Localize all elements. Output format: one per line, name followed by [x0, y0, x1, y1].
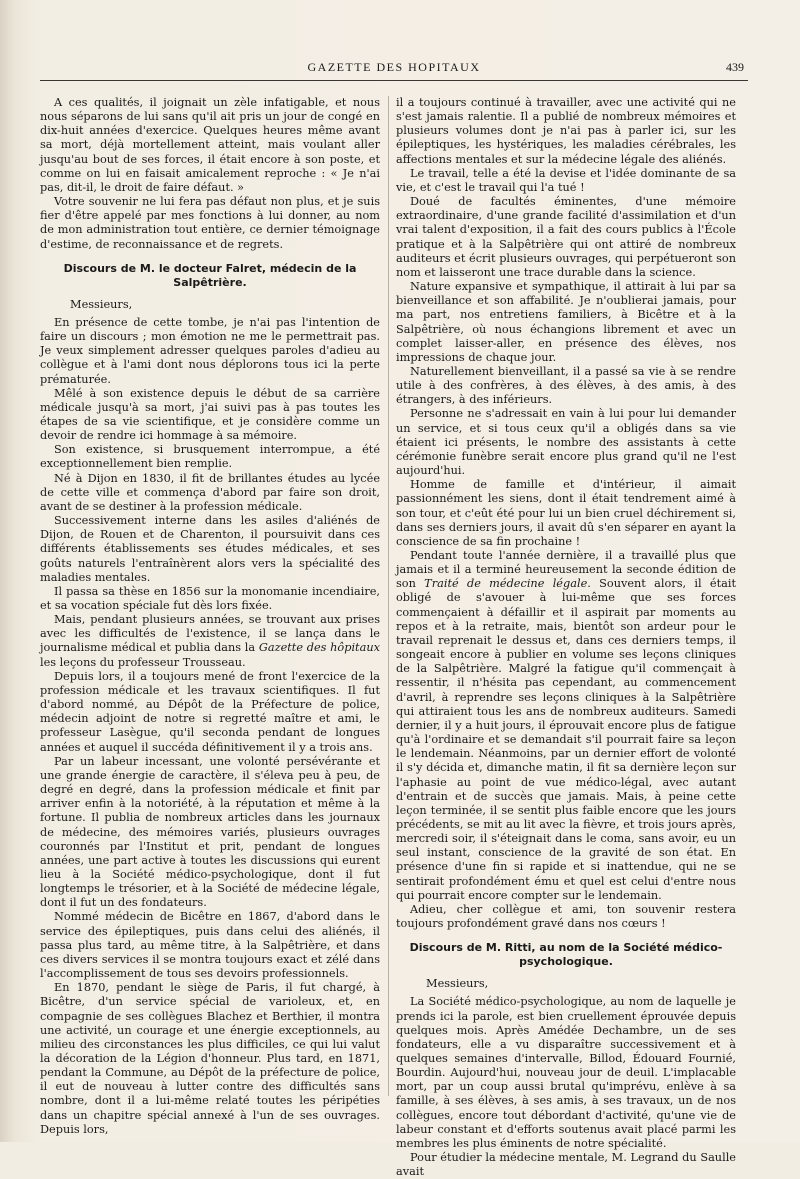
paragraph	[40, 613, 380, 670]
paragraph: Né à Dijon en 1830, il fit de brillantes études au lycée de cette ville et commença d'abord par faire son droit, avant de se destiner à la profession médicale.	[40, 471, 380, 513]
paragraph: Doué de facultés éminentes, d'une mémoire extraordinaire, d'une grande facilité d'assimilation et d'un vrai talent d'exposition, il a fait des cours publics à l'École pratique et à la Salpêtrière qui ont attiré de nombreux auditeurs et écrit plusieurs ouvrages, qui perpétueront son nom et laisseront une trace durable dans la science.	[396, 195, 736, 279]
text-run: les leçons du professeur Trousseau.	[40, 655, 246, 669]
text-run: Pendant toute l'année dernière, il a travaillé plus que jamais et il a terminé heureusement la seconde édition de son	[396, 549, 736, 591]
paragraph: il a toujours continué à travailler, avec une activité qui ne s'est jamais ralentie. Il a publié de nombreux mémoires et plusieurs volumes dont je n'ai pas à parler ici, sur les épileptiques, les hystériques, les maladies cérébrales, les affections mentales et sur la médecine légale des aliénés.	[396, 96, 736, 166]
paragraph: Depuis lors, il a toujours mené de front l'exercice de la profession médicale et les travaux scientifiques. Il fut d'abord nommé, au Dépôt de la Préfecture de police, médecin adjoint de notre si regretté maître et ami, le professeur Lasègue, qu'il seconda pendant de longues années et auquel il succéda définitivement il y a trois ans.	[40, 669, 380, 754]
section-heading-ritti: Discours de M. Ritti, au nom de la Société médico-psychologique.	[409, 941, 723, 969]
paragraph: Naturellement bienveillant, il a passé sa vie à se rendre utile à des confrères, à des élèves, à des amis, à des étrangers, à des inférieurs.	[396, 364, 736, 407]
page-header	[40, 58, 748, 81]
column-divider	[388, 96, 389, 1096]
right-column	[396, 96, 736, 1179]
section-heading-falret: Discours de M. le docteur Falret, médecin de la Salpêtrière.	[63, 261, 357, 289]
paragraph: Successivement interne dans les asiles d'aliénés de Dijon, de Rouen et de Charenton, il poursuivit dans ces différents établissements ses études médicales, et ses goûts naturels l'entraînèrent alors vers la spécialité des maladies mentales.	[40, 514, 380, 584]
paragraph: Nommé médecin de Bicêtre en 1867, d'abord dans le service des épileptiques, puis dans celui des aliénés, il passa plus tard, au même titre, à la Salpêtrière, et dans ces divers services il se montra toujours exact et zélé dans l'accomplissement de tous ses devoirs professionnels.	[40, 910, 380, 981]
paragraph: Son existence, si brusquement interrompue, a été exceptionnellement bien remplie.	[40, 443, 380, 471]
paragraph	[396, 549, 736, 903]
paragraph: En présence de cette tombe, je n'ai pas l'intention de faire un discours ; mon émotion ne me le permettrait pas. Je veux simplement adresser quelques paroles d'adieu au collègue et à l'ami dont nous déplorons tous ici la perte prématurée.	[40, 315, 380, 386]
paragraph: Nature expansive et sympathique, il attirait à lui par sa bienveillance et son affabilité. Je n'oublierai jamais, pour ma part, nos entretiens familiers, à Bicêtre et à la Salpêtrière, où nous échangions librement et avec un complet laisser-aller, en présence des élèves, nos impressions de chaque jour.	[396, 280, 736, 364]
left-column	[40, 96, 380, 1137]
salutation: Messieurs,	[426, 977, 489, 991]
paragraph: Le travail, telle a été la devise et l'idée dominante de sa vie, et c'est le travail qui l'a tué !	[396, 166, 736, 194]
salutation: Messieurs,	[70, 297, 133, 311]
paragraph: Pour étudier la médecine mentale, M. Legrand du Saulle avait	[396, 1151, 736, 1179]
paragraph: A ces qualités, il joignait un zèle infatigable, et nous nous séparons de lui sans qu'il ait pris un jour de congé en dix-huit années d'exercice. Quelques heures même avant sa mort, déjà mortellement atteint, mais voulant aller jusqu'au bout de ses forces, il était encore à son poste, et comme on lui en faisait amicalement reproche : « Je n'ai pas, dit-il, le droit de faire défaut. »	[40, 96, 380, 194]
paragraph: Adieu, cher collègue et ami, ton souvenir restera toujours profondément gravé dans nos cœurs !	[396, 902, 736, 931]
paragraph: Par un labeur incessant, une volonté persévérante et une grande énergie de caractère, il s'éleva peu à peu, de degré en degré, dans la profession médicale et finit par arriver enfin à la notoriété, à la réputation et même à la fortune. Il publia de nombreux articles dans les journaux de médecine, des mémoires variés, plusieurs ouvrages couronnés par l'Institut et prit, pendant de longues années, une part active à toutes les discussions qui eurent lieu à la Société médico-psychologique, dont il fut longtemps le trésorier, et à la Société de médecine légale, dont il fut un des fondateurs.	[40, 754, 380, 910]
text-run: . Souvent alors, il était obligé de s'avouer à lui-même que ses forces commençaient à défaillir et il aspirait par moments au repos et à la retraite, mais, bientôt son ardeur pour le travail reprenait le dessus et, dans ces derniers temps, il songeait encore à publier en volume ses leçons cliniques de la Salpêtrière. Malgré la fatigue qu'il commençait à ressentir, il n'hésita pas cependant, au commencement d'avril, à reprendre ses leçons cliniques à la Salpêtrière qui attiraient tous les ans de nombreux auditeurs. Samedi dernier, il y a huit jours, il éprouvait encore plus de fatigue qu'à l'ordinaire et se demandait s'il pourrait faire sa leçon le lendemain. Néanmoins, par un dernier effort de volonté il s'y décida et, dimanche matin, il fit sa dernière leçon sur l'aphasie au point de vue médico-légal, avec autant d'entrain et de succès que jamais. Mais, à peine cette leçon terminée, il se sentit plus faible encore que les jours précédents, se mit au lit avec la fièvre, et trois jours après, mercredi soir, il s'éteignait dans le coma, sans avoir, eu un seul instant, conscience de la gravité de son état. En présence d'une fin si rapide et si inattendue, qui ne se sentirait profondément ému et quel est celui d'entre nous qui pourrait encore compter sur le lendemain.	[396, 577, 737, 902]
paragraph: Mêlé à son existence depuis le début de sa carrière médicale jusqu'à sa mort, j'ai suivi pas à pas toutes les étapes de sa vie scientifique, et je considère comme un devoir de rendre ici hommage à sa mémoire.	[40, 386, 380, 443]
paragraph: La Société médico-psychologique, au nom de laquelle je prends ici la parole, est bien cruellement éprouvée depuis quelques mois. Après Amédée Dechambre, un de ses fondateurs, elle a vu disparaître successivement et à quelques semaines d'intervalle, Billod, Édouard Fournié, Bourdin. Aujourd'hui, nouveau jour de deuil. L'implacable mort, par un coup aussi brutal qu'imprévu, enlève à sa famille, à ses élèves, à ses amis, à ses travaux, un de nos collègues, encore tout débordant d'activité, qu'une vie de labeur constant et d'efforts soutenus avait placé parmi les membres les plus éminents de notre spécialité.	[396, 995, 736, 1150]
paragraph: Homme de famille et d'intérieur, il aimait passionnément les siens, dont il était tendrement aimé à son tour, et c'eût été pour lui un bien cruel déchirement si, dans ses derniers jours, il avait dû s'en séparer en ayant la conscience de sa fin prochaine !	[396, 478, 736, 548]
paragraph: Personne ne s'adressait en vain à lui pour lui demander un service, et si tous ceux qu'il a obligés dans sa vie étaient ici présents, le nombre des assistants à cette cérémonie funèbre serait encore plus grand qu'il ne l'est aujourd'hui.	[396, 407, 736, 478]
journal-title: Gazette des hôpitaux	[258, 641, 380, 655]
running-title: GAZETTE DES HOPITAUX	[307, 60, 481, 74]
paragraph: Il passa sa thèse en 1856 sur la monomanie incendiaire, et sa vocation spéciale fut dès lors fixée.	[40, 584, 380, 612]
book-title: Traité de médecine légale	[424, 577, 588, 591]
text-run: Mais, pendant plusieurs années, se trouvant aux prises avec les difficultés de l'existence, il se lança dans le journalisme médical et publia dans la	[40, 613, 380, 655]
paragraph: Votre souvenir ne lui fera pas défaut non plus, et je suis fier d'être appelé par mes fonctions à lui donner, au nom de mon administration tout entière, ce dernier témoignage d'estime, de reconnaissance et de regrets.	[40, 195, 380, 251]
paragraph: En 1870, pendant le siège de Paris, il fut chargé, à Bicêtre, d'un service spécial de varioleux, et, en compagnie de ses collègues Blachez et Berthier, il montra une activité, un courage et une énergie exceptionnels, au milieu des circonstances les plus difficiles, ce qui lui valut la décoration de la Légion d'honneur. Plus tard, en 1871, pendant la Commune, au Dépôt de la préfecture de police, il eut de nouveau à lutter contre des difficultés sans nombre, dont il a lui-même relaté toutes les péripéties dans un chapitre spécial annexé à l'un de ses ouvrages. Depuis lors,	[40, 981, 380, 1136]
page-number: 439	[726, 60, 744, 74]
